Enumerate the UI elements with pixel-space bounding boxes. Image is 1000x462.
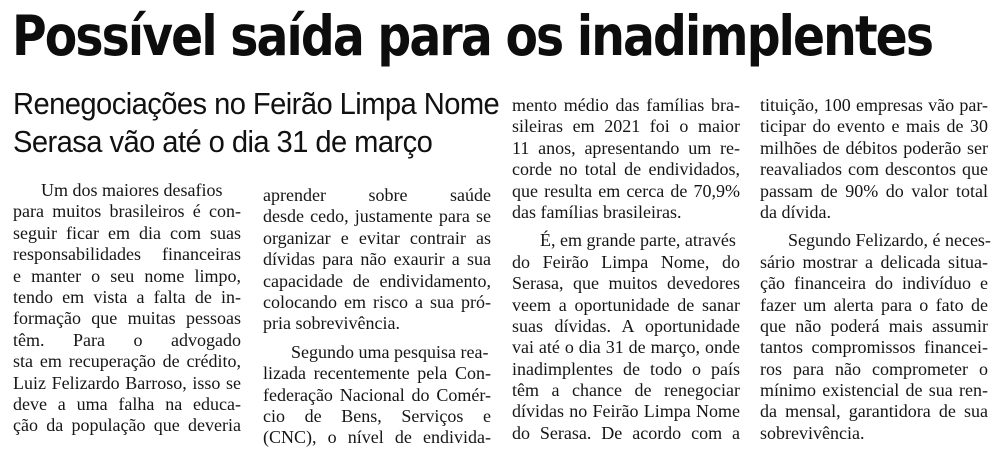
article-text-line: veem a oportunidade de sanar [512,294,740,315]
article-text-line: mento médio das famílias bra- [512,95,740,115]
article-text-line: 11 anos, apresentando um re- [512,137,740,158]
article-text-line: fazer um alerta para o fato de [760,294,988,315]
article-text-line: Luiz Felizardo Barroso, isso se [13,372,241,393]
article-text-line: É, em grande parte, através [540,230,736,251]
article-text-line: das famílias brasileiras. [512,201,682,222]
article-text-line: da dívida. [760,201,831,222]
article-text-line: têm a chance de renegociar [512,380,740,401]
article-text-line: e manter o seu nome limpo, [13,265,241,286]
article-text-line: ção da população que deveria [13,415,241,436]
article-text-line: colocando em risco a sua pró- [263,291,491,312]
article-text-line: sobrevivência. [760,422,865,443]
article-text-line: federação Nacional do Comér- [263,384,491,405]
article-text-line: Segundo Felizardo, é neces- [788,230,991,251]
subheadline-line: Renegociações no Feirão Limpa Nome [13,86,500,121]
article-text-line: Serasa, que muitos devedores [512,273,740,294]
article-text-line: da mensal, garantidora de sua [760,401,988,422]
article-text-line: ros para não comprometer o [760,358,988,379]
article-text-line: aprender sobre saúde [263,185,491,205]
article-text-line: pria sobrevivência. [263,313,400,334]
article-text-line: sário mostrar a delicada situa- [760,251,988,272]
article-text-line: do Feirão Limpa Nome, do [512,251,740,272]
article-text-line: dívidas no Feirão Limpa Nome [512,401,740,422]
article-text-line: Segundo uma pesquisa rea- [291,341,489,362]
article-text-line: seguir ficar em dia com suas [13,222,241,243]
article-text-line: do Serasa. De acordo com a [512,422,740,443]
article-text-line: (CNC), o nível de endivida- [263,427,491,448]
article-column-3 [512,95,740,444]
article-text-line: passam de 90% do valor total [760,180,988,201]
subheadline-line: Serasa vão até o dia 31 de março [13,124,433,159]
article-text-line: para muitos brasileiros é con- [13,201,241,222]
article-text-line: desde cedo, justamente para se [263,206,491,227]
headline: Possível saída para os inadimplentes [12,4,933,68]
article-column-4 [760,95,991,444]
article-text-line: cio de Bens, Serviços e [263,405,491,426]
article-text-line: tantos compromissos financei- [760,337,988,358]
article-text-line: corde no total de endividados, [512,159,740,180]
article-text-line: sta em recuperação de crédito, [13,351,241,372]
article-text-line: dívidas para não exaurir a sua [263,249,491,270]
article-text-line: sileiras em 2021 foi o maior [512,116,740,137]
article-text-line: ticipar do evento e mais de 30 [760,116,988,137]
article-text-line: responsabilidades financeiras [13,244,241,265]
article-text-line: suas dívidas. A oportunidade [512,315,740,336]
subheadline [13,85,502,161]
article-text-line: ção financeira do indivíduo e [760,273,988,294]
article-text-line: capacidade de endividamento, [263,270,491,291]
article-text-line: organizar e evitar contrair as [263,227,491,248]
article-text-line: inadimplentes de todo o país [512,358,740,379]
article-text-line: deve a uma falha na educa- [13,393,241,414]
article-text-line: têm. Para o advogado [13,329,241,350]
article-text-line: lizada recentemente pela Con- [263,363,491,384]
article-text-line: Um dos maiores desafios [41,180,223,200]
article-text-line: que não poderá mais assumir [760,315,988,336]
article-text-line: milhões de débitos poderão ser [760,137,988,158]
article-text-line: vai até o dia 31 de março, onde [512,337,740,358]
article-text-line: formação que muitas pessoas [13,308,241,329]
article-text-line: reavaliados com descontos que [760,159,988,180]
article-column-1 [13,180,241,437]
article-column-2 [263,185,491,449]
article-text-line: mínimo existencial de sua ren- [760,380,988,401]
article-text-line: que resulta em cerca de 70,9% [512,180,740,201]
article-text-line: tituição, 100 empresas vão par- [760,95,988,115]
paragraph-gap [760,223,988,230]
article-text-line: tendo em vista a falta de in- [13,286,241,307]
paragraph-gap [263,335,491,342]
